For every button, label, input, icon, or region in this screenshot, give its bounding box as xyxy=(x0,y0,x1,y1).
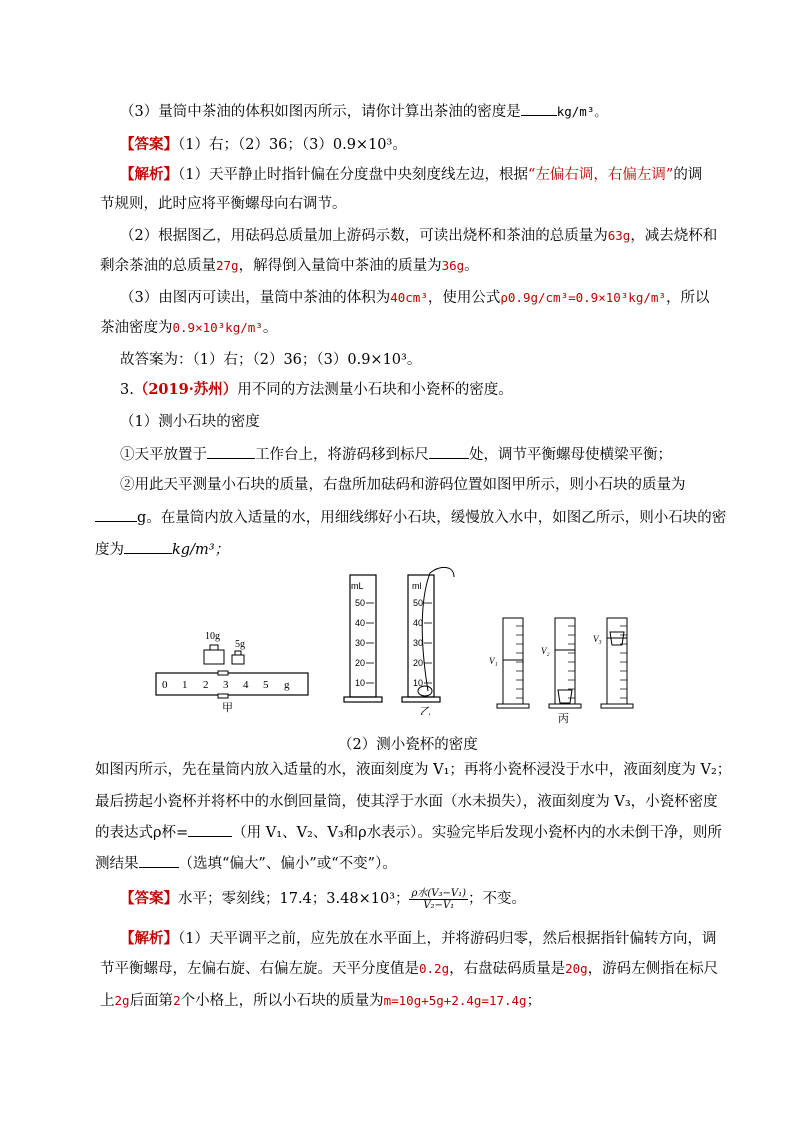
figure-yi-caption: 乙 xyxy=(420,705,431,715)
answer-line: 【答案】（1）右；（2）36；（3）0.9×10³。 xyxy=(120,136,407,153)
svg-text:ml: ml xyxy=(412,581,422,591)
cylinder-v3 xyxy=(607,618,627,704)
cylinder-tick-label: 40 xyxy=(355,618,366,628)
analysis-line-1: 【解析】（1）天平静止时指针偏在分度盘中央刻度线左边，根据“左偏右调，右偏左调”的调 xyxy=(120,166,703,183)
analysis2-line-3: 上2g后面第2个小格上，所以小石块的质量为m=10g+5g+2.4g=17.4g； xyxy=(100,993,542,1009)
answer-blank xyxy=(429,444,469,459)
scale-label: 3 xyxy=(223,679,229,691)
cylinder-tick-label: 10 xyxy=(413,678,424,688)
part2-title: （2）测小瓷杯的密度 xyxy=(338,737,478,753)
cylinder-v1 xyxy=(503,618,523,704)
cylinder-tick-label: 30 xyxy=(355,638,366,648)
weight-5g-icon xyxy=(232,655,244,664)
analysis-line-6: 茶油密度为0.9×10³kg/m³。 xyxy=(100,320,278,336)
answer-blank xyxy=(95,507,137,522)
figure-yi xyxy=(330,565,470,715)
scale-label: 2 xyxy=(203,679,209,691)
analysis2-line-2: 节平衡螺母，左偏右旋、右偏左旋。天平分度值是0.2g，右盘砝码质量是20g，游码左侧指在标尺 xyxy=(100,961,719,977)
scale-label: g xyxy=(284,679,290,691)
part1-step2: ②用此天平测量小石块的质量，右盘所加砝码和游码位置如图甲所示，则小石块的质量为 xyxy=(120,477,686,493)
analysis-line-4: 剩余茶油的总质量27g，解得倒入量筒中茶油的质量为36g。 xyxy=(100,258,479,274)
density-fraction: $\frac{\text{ρ水(V₃−V₁)}}{\text{V₂−V₁}}$ xyxy=(411,887,467,911)
svg-text:mL: mL xyxy=(351,581,364,591)
scale-label: 0 xyxy=(162,679,168,691)
analysis-conclusion: 故答案为：（1）右；（2）36；（3）0.9×10³。 xyxy=(120,352,422,368)
cylinder-tick-label: 40 xyxy=(413,618,424,628)
answer-blank xyxy=(139,853,179,868)
analysis-line-3: （2）根据图乙，用砝码总质量加上游码示数，可读出烧杯和茶油的总质量为63g，减去烧杯和 xyxy=(120,228,718,244)
cup-sunk-icon xyxy=(558,690,572,703)
part2-line-2: 最后捞起小瓷杯并将杯中的水倒回量筒，使其浮于水面（水未损失），液面刻度为 V₃，小瓷杯密度 xyxy=(95,794,718,810)
part1-title: （1）测小石块的密度 xyxy=(120,414,260,430)
part2-line-3: 的表达式ρ杯= （用 V₁、V₂、V₃和ρ水表示）。实验完毕后发现小瓷杯内的水未倒干净，则所 xyxy=(95,822,722,843)
cylinder-tick-label: 30 xyxy=(413,638,424,648)
part1-step2-end: 度为 kg/m³； xyxy=(95,539,229,560)
figure-jia-caption: 甲 xyxy=(222,701,233,714)
cylinder-tick-label: 10 xyxy=(355,678,366,688)
answer2-line: 【答案】水平；零刻线；17.4；3.48×10³； $\frac{\text{ρ水(V₃−V₁)}}{\text{V₂−V₁}}$ ；不变。 xyxy=(120,887,527,911)
stone-icon xyxy=(418,686,432,696)
scale-label: 1 xyxy=(182,679,188,691)
cylinder-tick-label: 50 xyxy=(413,598,424,608)
weight-10g-label: 10g xyxy=(205,631,220,642)
svg-text:V₂: V₂ xyxy=(541,646,550,656)
part1-step1: ①天平放置于 工作台上，将游码移到标尺 处，调节平衡螺母使横梁平衡； xyxy=(120,444,672,465)
answer-blank xyxy=(521,101,557,116)
part2-line-4: 测结果 （选填“偏大”、偏小”或“不变”）。 xyxy=(95,853,397,874)
scale-label: 4 xyxy=(243,679,249,691)
analysis2-line-1: 【解析】（1）天平调平之前，应先放在水平面上，并将游码归零，然后根据指针偏转方向，调 xyxy=(120,930,717,947)
analysis-line-2: 节规则，此时应将平衡螺母向右调节。 xyxy=(100,196,347,212)
rider-marker xyxy=(218,671,228,675)
answer-blank xyxy=(188,822,232,837)
figure-jia xyxy=(152,625,312,715)
part2-line-1: 如图丙所示，先在量筒内放入适量的水，液面刻度为 V₁；再将小瓷杯浸没于水中，液面刻度为 V₂； xyxy=(95,762,732,778)
answer-blank xyxy=(207,444,255,459)
question-3-title: 3.（2019·苏州）用不同的方法测量小石块和小瓷杯的密度。 xyxy=(120,381,513,398)
cylinder-tick-label: 50 xyxy=(355,598,366,608)
question-part3: （3）量筒中茶油的体积如图丙所示，请你计算出茶油的密度是 kg/m³。 xyxy=(120,101,607,122)
figure-bing xyxy=(485,612,645,724)
analysis-line-5: （3）由图丙可读出，量筒中茶油的体积为40cm³，使用公式ρ0.9g/cm³=0.9×10³kg/m³，所以 xyxy=(120,290,710,306)
part1-step2-cont: g。在量筒内放入适量的水，用细线绑好小石块，缓慢放入水中，如图乙所示，则小石块的密 xyxy=(95,507,726,528)
weight-5g-label: 5g xyxy=(235,639,245,650)
figure-bing-caption: 丙 xyxy=(558,712,569,724)
weight-10g-icon xyxy=(204,650,224,664)
cylinder-tick-label: 20 xyxy=(413,658,424,668)
answer-blank xyxy=(124,539,172,554)
svg-text:V₁: V₁ xyxy=(489,656,498,666)
cylinder-tick-label: 20 xyxy=(355,658,366,668)
thread-line xyxy=(422,567,454,691)
scale-label: 5 xyxy=(263,679,269,691)
svg-text:V₃: V₃ xyxy=(593,634,602,644)
